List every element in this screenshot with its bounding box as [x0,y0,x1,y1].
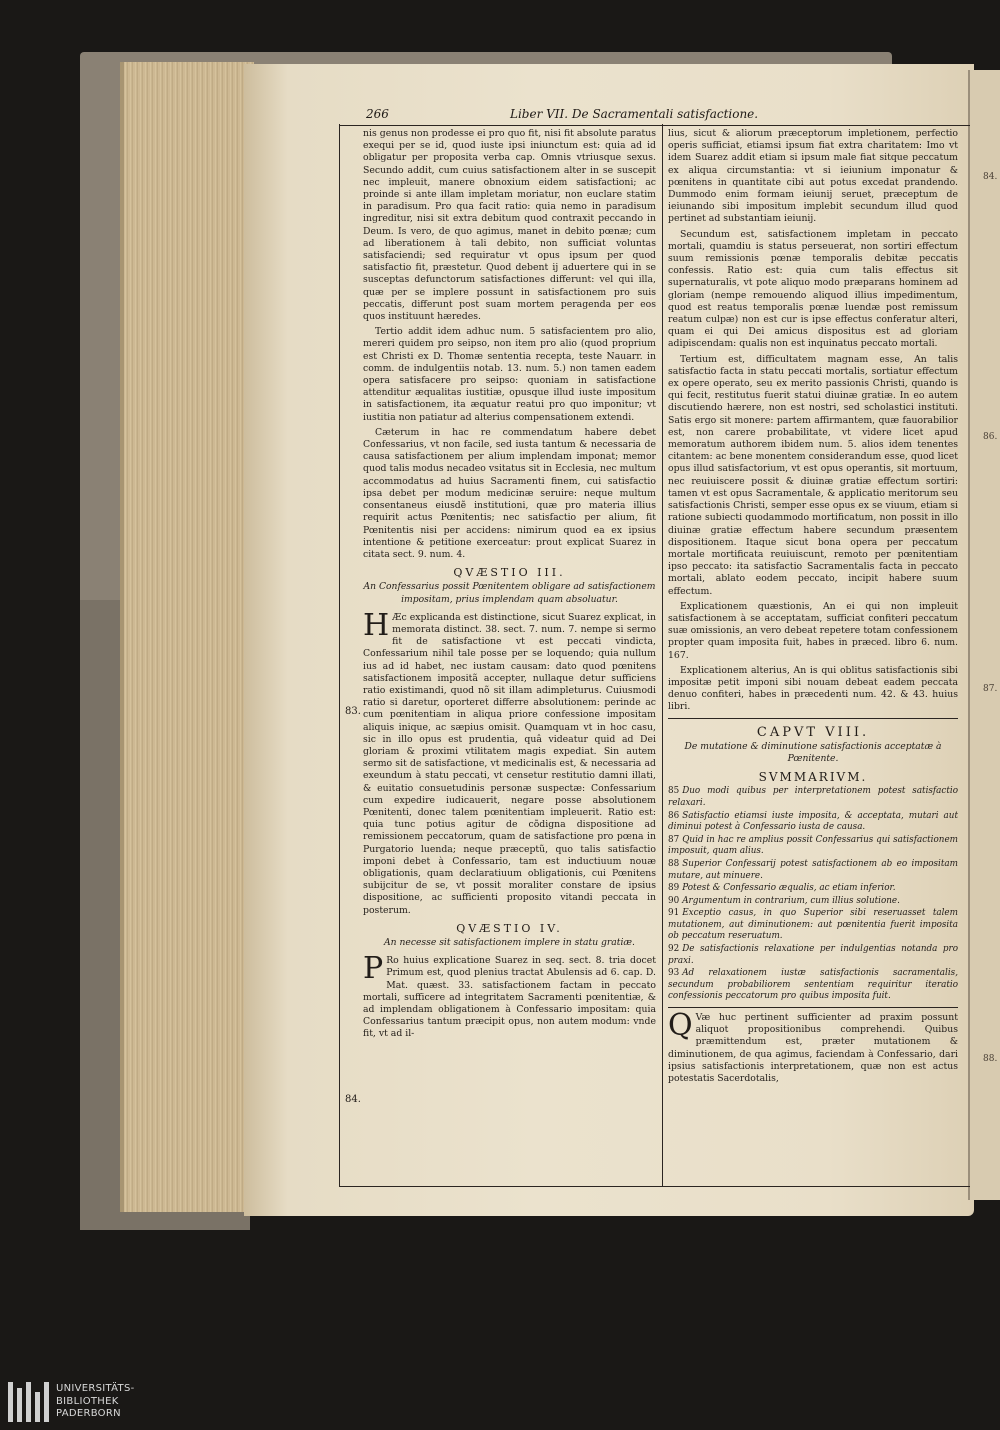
column-divider [662,124,663,1186]
summary-item: 87 Quid in hac re amplius possit Confessarius qui satisfactionem imposuit, quam alius. [668,834,958,857]
paragraph: nis genus non prodesse ei pro quo fit, nisi fit absolute paratus exequi per se id, quod iuste ipsi iniunctum est: quia ad id obligatur per proposita verba cap. Omnis vtriusque sexus. Secundo addit, cum cuius satisfactionem alter in se suscepit nec impleuit, manere obnoxium eidem satisfactioni; ac proinde si ante illam impletam moriatur, non euclare statim in paradisum. Pro qua facit ratio: quia nemo in paradisum ingreditur, nisi sit extra debitum quod contraxit peccando in Deum. Is vero, de quo agimus, manet in debito pœnæ; cum ad liberationem à tali debito, non sufficiat voluntas satisfaciendi; sed requiratur vt opus ipsum per quod satisfactio fit, præstetur. Quod debent ij aduertere qui in se susceptas defunctorum satisfactiones differunt: vel qui illa, quæ per se implere possunt in satisfactionem pro suis peccatis, differunt post suam mortem peragenda per eos quos instituunt hæredes. [363,128,656,323]
library-line: PADERBORN [56,1408,121,1419]
paragraph: Cæterum in hac re commendatum habere debet Confessarius, vt non facile, sed iusta tantum & necessaria de causa satisfactionem per alium implendam imponat; memor quod talis modus necadeo vsitatus sit in Ecclesia, nec multum accommodatus ad huius Sacramenti finem, cui satisfactio ipsa debet per modum medicinæ seruire: neque multum consentaneus eiusdẽ institutioni, quæ pro materia illius requirit actus Pœnitentis; nec satisfactio per alium, fit Pœnitentis nisi per accidens: nimirum quod ea ex ipsius intentione & petitione exerceatur: prout explicat Suarez in citata sect. 9. num. 4. [363,426,656,560]
question-text [363,951,656,1040]
question-body: Ro huius explicatione Suarez in seq. sect. 8. tria docet Primum est, quod plenius tractat Abulensis ad 6. cap. D. Mat. quæst. 33. satisfactionem factam in peccato mortali, sufficere ad integritatem Sacramenti pœnitentiæ, & ad implendam obligationem à Confessario impositam: quia Confessarius tantum præcipit opus, non autem modum: vnde fit, vt ad il- [363,955,656,1040]
library-line: UNIVERSITÄTS- [56,1383,135,1394]
summary-item: 86 Satisfactio etiamsi iuste imposita, & acceptata, mutari aut diminui potest à Confessario iusta de causa. [668,810,958,833]
paragraph: Secundum est, satisfactionem impletam in peccato mortali, quamdiu is status perseuerat, non sortiri effectum suum remissionis pœnæ temporalis debitæ peccatis confessis. Ratio est: quia cum talis effectus sit supernaturalis, vt pote aliquo modo præparans hominem ad gloriam (nempe remouendo aliquod illius impedimentum, quod est reatus temporalis pœnæ luendæ post remissum reatum culpæ) non est cur is ipse effectus conferatur alteri, quam ei qui Dei amicus dispositus est ad gloriam adipiscendam: qualis non est inquinatus peccato mortali. [668,228,958,350]
paragraph: lius, sicut & aliorum præceptorum impletionem, perfectio operis sufficiat, etiamsi ipsum fiat extra charitatem: Imo vt idem Suarez addit etiam si ipsum male fiat sitque peccatum ex aliqua circumstantia: vt si ieiunium imponatur & pœnitens in quantitate cibi aut potus excedat prandendo. Dummodo enim formam ieiunij seruet, præceptum de ieiunando sibi impositum implebit secundum illud quod pertinet ad substantiam ieiunij. [668,128,958,225]
paragraph: Tertium est, difficultatem magnam esse, An talis satisfactio facta in statu peccati mortalis, sortiatur effectum ex opere operato, seu ex merito passionis Christi, quando is qui fecit, restitutus fuerit statui diuinæ gratiæ. In eo autem discutiendo hærere, non est nostri, sed scholastici instituti. Satis ergo sit monere: partem affirmantem, quæ fauorabilior est, non carere probabilitate, vt videre licet apud memoratum authorem ibidem num. 5. alios idem tenentes citantem: ac bene monentem considerandum esse, quod licet opus illud satisfactorium, vt est opus operantis, sit mortuum, nec reuiuiscere possit & diuinæ gratiæ effectum sortiri: tamen vt est opus Sacramentale, & applicatio meritorum seu satisfactionis Christi, semper esse opus ex se viuum, etiam si ratione subiecti quodammodo mortificatum, non possit in illo diuinæ gratiæ effectum habere secundum præsentem dispositionem. Itaque sicut bona opera per peccatum mortale mortificata reuiuiscunt, remoto per pœnitentiam ipso peccato: ita satisfactio Sacramentalis facta in peccato mortali, ablato eodem peccato, incipit habere suum effectum. [668,353,958,597]
library-line: BIBLIOTHEK [56,1395,119,1407]
question-heading: QVÆSTIO IV. [456,921,563,935]
running-title: Liber VII. De Sacramentali satisfactione. [510,107,759,121]
right-column [668,128,958,1088]
margin-number: 84. [345,1094,361,1105]
page-edge [120,62,254,1212]
section-rule [668,1007,958,1008]
chapter-subtitle: De mutatione & diminutione satisfactionis acceptatæ à Pœnitente. [684,740,942,764]
summary-item: 93 Ad relaxationem iustæ satisfactionis sacramentalis, secundum probabiliorem sententiam requiritur iteratio confessionis peccatorum pro quibus imposita fuit. [668,968,958,1002]
question-heading: QVÆSTIO III. [453,566,566,580]
margin-number: 83. [345,706,361,717]
summary-item: 89 Potest & Confessario æqualis, ac etiam inferior. [668,883,896,894]
drop-cap: P [363,951,384,987]
paragraph: Explicationem alterius, An is qui oblitus satisfactionis sibi impositæ petit imponi sibi nouam debeat eadem peccata denuo confiteri, habes in præcedenti num. 42. & 43. huius libri. [668,664,958,713]
next-page-mark: 86. [983,432,998,442]
next-page-mark: 84. [983,172,998,182]
chapter-text [668,1008,958,1085]
paragraph: Explicationem quæstionis, An ei qui non impleuit satisfactionem à se acceptatam, sufficiat confiteri peccatum suæ omissionis, an vero debeat repetere totam confessionem propter quam imposita fuit, habes in præced. libro 6. num. 167. [668,600,958,661]
summary-item: 91 Exceptio casus, in quo Superior sibi reseruasset talem mutationem, aut diminutionem: aut pœnitentia fuerit imposita ob peccatum reseruatum. [668,908,958,942]
left-column [363,128,656,1044]
drop-cap: Q [668,1008,693,1044]
logo-bars-icon [8,1382,52,1422]
summary-item: 88 Superior Confessarij potest satisfactionem ab eo impositam mutare, aut minuere. [668,858,958,881]
summary-item: 90 Argumentum in contrarium, cum illius solutione. [668,895,900,906]
summary-list [668,786,958,1003]
question-subtitle: An Confessarius possit Pœnitentem obligare ad satisfactionem impositam, prius implendam quam absoluatur. [363,581,656,605]
drop-cap: H [363,607,390,643]
library-logo [8,1382,148,1422]
summary-item: 92 De satisfactionis relaxatione per indulgentias notanda pro praxi. [668,944,958,966]
next-page-edge [968,70,1000,1200]
question-text [363,607,656,917]
chapter-body: Væ huc pertinent sufficienter ad praxim possunt aliquot propositionibus comprehendi. Quibus præmittendum est, præter mutationem & diminutionem, de qua agimus, faciendam à Confessario, dari ipsius satisfactionis interpretationem, quæ non est actus potestatis Sacerdotalis, [668,1012,958,1085]
chapter-heading: CAPVT VIII. [756,724,870,740]
paragraph: Tertio addit idem adhuc num. 5 satisfacientem pro alio, mereri quidem pro seipso, non item pro alio (quod proprium est Christi ex D. Thomæ sententia recepta, teste Nauarr. in comm. de indulgentiis notab. 13. num. 5.) non tamen eadem opera satisfacere pro seipso: quoniam in satisfactione attenditur æqualitas iustitiæ, opusque illud iuste impositum in satisfactionem, ita æquatur reatui pro quo imponitur; vt iustitia non patiatur ad alterius compensationem extendi. [363,326,656,423]
next-page-mark: 87. [983,684,998,694]
page-number: 266 [366,107,389,121]
next-page-mark: 88. [983,1054,998,1064]
library-name [56,1383,135,1421]
summary-item: 85 Duo modi quibus per interpretationem potest satisfactio relaxari. [668,786,958,808]
summary-heading: SVMMARIVM. [758,770,868,785]
section-rule [668,718,958,719]
question-subtitle: An necesse sit satisfactionem implere in statu gratiæ. [384,937,635,948]
question-body: Æc explicanda est distinctione, sicut Suarez explicat, in memorata distinct. 38. sect. 7. num. 7. nempe si sermo fit de satisfactione vt est peccati vindicta, Confessarium nihil tale posse per se loquendo; quia nullum ius ad id habet, nec iustam causam: dato quod pœnitens satisfactionem impositã accepter, nullaque detur sufficiens ratio existimandi, quod nõ sit illam adimpleturus. Cuiusmodi ratio si daretur, oporteret differre absolutionem: perinde ac cum pœnitentiam in aliqua priore confessione impositam aliquis inique, ac sæpius omisit. Quamquam vt in hoc casu, sic in illo opus est prudentia, quâ videatur quid ad Dei gloriam & proximi vtilitatem magis expediat. Sin autem sermo sit de satisfactione, vt medicinalis est, & necessaria ad exeundum à statu peccati, vt censetur restitutio damni illati, & euitatio consuetudinis personæ suspectæ: Confessarium cum expedire iudicauerit, negare posse absolutionem Pœnitenti, donec talem pœnitentiam impleuerit. Ratio est: quia tunc potius agitur de cõdigna dispositione ad remissionem peccatorum, quam de satisfactione pro pœna in Purgatorio luenda; neque præceptũ, quo talis satisfactio imponi debet à Confessario, tam est inductiuum nouæ obligationis, quam declaratiuum obligationis, cui Pœnitens subijcitur de se, vt possit moraliter constare de ipsius dispositione, ac sufficienti proposito vitandi peccata in posterum. [363,611,656,916]
